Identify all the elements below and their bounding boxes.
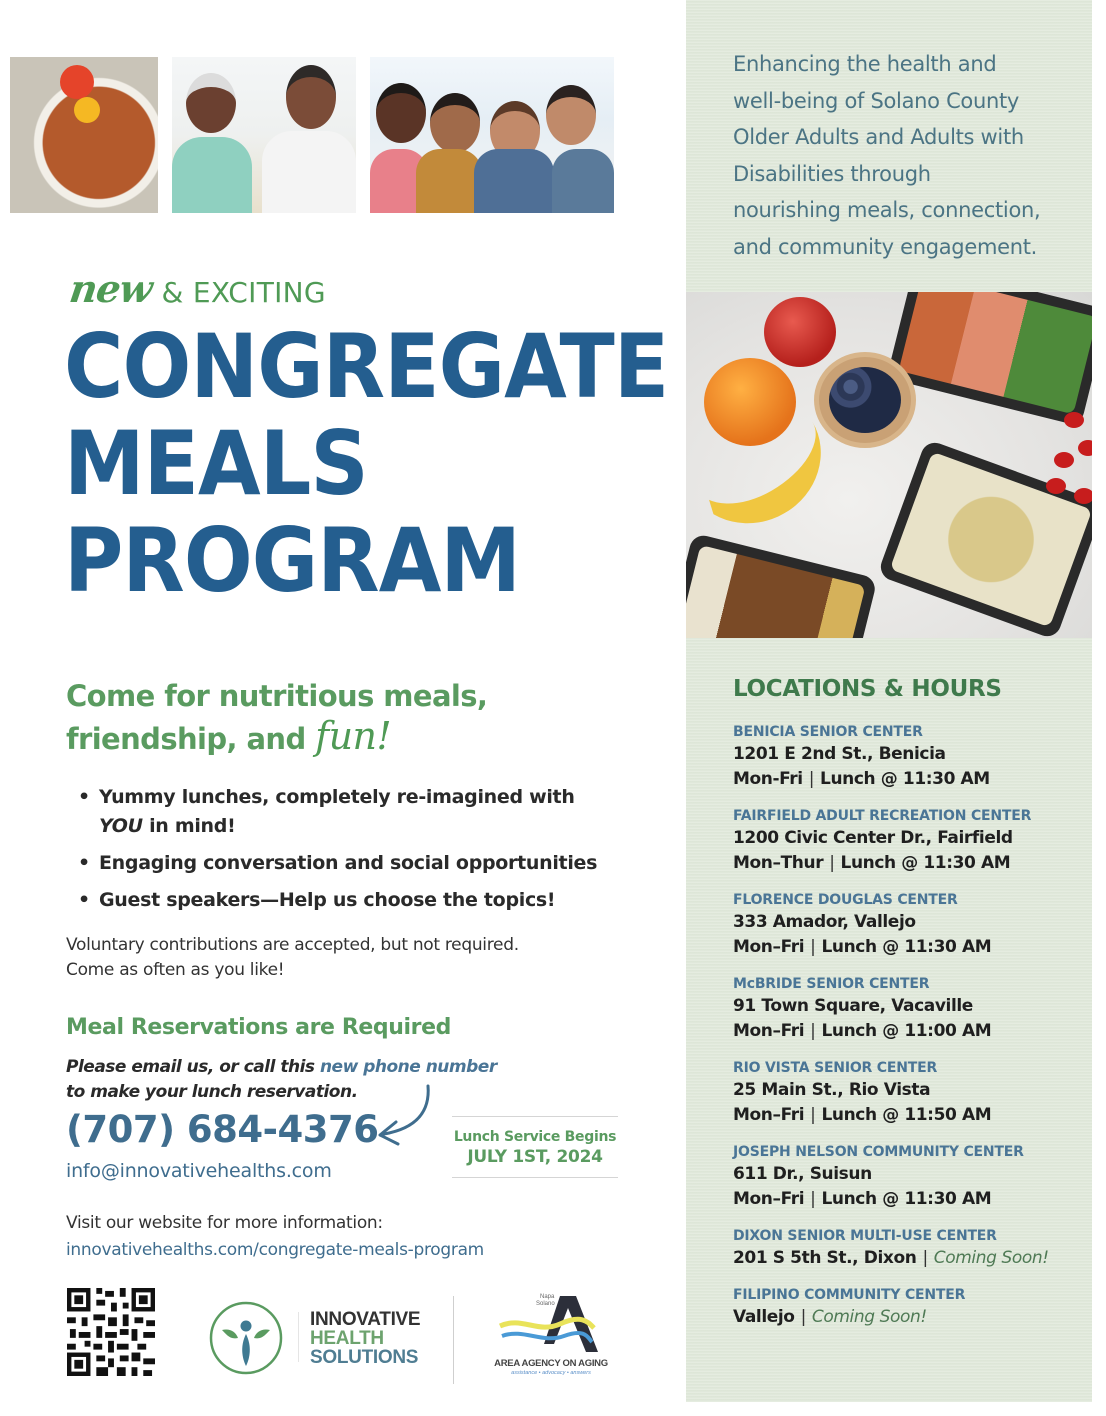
benefits-list — [78, 783, 638, 923]
location-item — [733, 1058, 1083, 1128]
person — [546, 85, 596, 145]
location-name: FLORENCE DOUGLAS CENTER — [733, 892, 958, 908]
location-days: Mon-Fri — [733, 769, 803, 789]
mission-line: and community engagement. — [733, 234, 1038, 259]
location-name: FILIPINO COMMUNITY CENTER — [733, 1287, 966, 1303]
shrimp-tray — [877, 439, 1092, 638]
location-name: McBRIDE SENIOR CENTER — [733, 976, 930, 992]
intro-heading-text: friendship, and — [66, 722, 316, 756]
location-address: 91 Town Square, Vacaville — [733, 996, 973, 1016]
intro-heading — [66, 676, 487, 759]
location-address: 611 Dr., Suisun — [733, 1164, 872, 1184]
location-address-status — [733, 1305, 1083, 1330]
bullet-text: Engaging conversation and social opportunities — [99, 852, 598, 874]
page-title — [64, 315, 669, 612]
location-name: FAIRFIELD ADULT RECREATION CENTER — [733, 808, 1032, 824]
locations-heading: LOCATIONS & HOURS — [733, 676, 1002, 702]
contribution-line: Voluntary contributions are accepted, but not required. — [66, 935, 519, 955]
location-item — [733, 1226, 1083, 1271]
lemon — [74, 97, 100, 123]
title-line: CONGREGATE — [64, 315, 669, 418]
location-days: Mon–Fri — [733, 1189, 805, 1209]
coming-soon-label: Coming Soon! — [933, 1248, 1049, 1268]
bullet-text: Guest speakers—Help us choose the topics! — [99, 889, 556, 911]
location-item — [733, 974, 1083, 1044]
location-address: 1200 Civic Center Dr., Fairfield — [733, 828, 1013, 848]
mission-line: Disabilities through — [733, 161, 931, 186]
salmon-tray — [886, 292, 1092, 426]
qr-code-icon[interactable] — [66, 1288, 156, 1376]
agency-name: AREA AGENCY ON AGING — [494, 1358, 608, 1369]
list-item — [78, 783, 638, 841]
location-hours — [733, 767, 1083, 792]
location-item — [733, 1142, 1083, 1212]
region-label: Solano — [536, 1301, 555, 1307]
wordmark-line: HEALTH — [310, 1328, 384, 1349]
new-phone-highlight: new phone number — [319, 1057, 497, 1077]
location-lunch-time: Lunch @ 11:30 AM — [821, 1189, 992, 1209]
mission-line: Enhancing the health and — [733, 52, 997, 76]
region-label: Napa — [540, 1294, 555, 1300]
logo-divider — [453, 1296, 454, 1384]
couple-dining-photo — [172, 57, 356, 213]
location-item — [733, 890, 1083, 960]
tagline — [66, 266, 326, 311]
tomato — [60, 65, 94, 99]
coming-soon-label: Coming Soon! — [811, 1307, 927, 1327]
bullet-emphasis: YOU — [99, 815, 143, 837]
location-hours — [733, 851, 1083, 876]
agency-tagline: assistance • advocacy • answers — [511, 1370, 591, 1376]
website-link[interactable]: innovativehealths.com/congregate-meals-program — [66, 1240, 484, 1260]
location-hours — [733, 935, 1083, 960]
contribution-note — [66, 933, 519, 983]
location-item — [733, 806, 1083, 876]
location-hours — [733, 1187, 1083, 1212]
mission-line: nourishing meals, connection, — [733, 198, 1041, 222]
tomato — [1078, 440, 1092, 456]
tomato — [1054, 452, 1074, 468]
new-script-word: new — [66, 266, 155, 311]
list-item — [78, 849, 638, 878]
website-info — [66, 1210, 484, 1264]
separator: | — [829, 853, 835, 873]
intro-heading-line: Come for nutritious meals, — [66, 679, 488, 713]
person — [376, 83, 426, 143]
separator: | — [810, 1021, 816, 1041]
apple — [764, 297, 836, 367]
location-address-status — [733, 1246, 1083, 1271]
title-line: MEALS — [64, 412, 368, 515]
person — [416, 149, 482, 213]
location-hours — [733, 1103, 1083, 1128]
separator: | — [810, 1105, 816, 1125]
tomato — [1064, 412, 1084, 428]
location-item — [733, 722, 1083, 792]
location-days: Mon–Thur — [733, 853, 824, 873]
location-address: 1201 E 2nd St., Benicia — [733, 744, 946, 764]
salad-bowl-photo — [10, 57, 158, 213]
food-photo — [686, 292, 1092, 638]
contribution-line: Come as often as you like! — [66, 960, 285, 980]
location-lunch-time: Lunch @ 11:30 AM — [840, 853, 1011, 873]
location-name: RIO VISTA SENIOR CENTER — [733, 1060, 938, 1076]
wordmark-line: INNOVATIVE — [310, 1309, 421, 1330]
list-item — [78, 886, 638, 915]
location-lunch-time: Lunch @ 11:50 AM — [821, 1105, 992, 1125]
innovative-health-solutions-wordmark — [310, 1310, 420, 1367]
reservations-heading: Meal Reservations are Required — [66, 1015, 451, 1040]
exciting-label: & EXCITING — [161, 276, 326, 309]
separator: | — [810, 937, 816, 957]
location-lunch-time: Lunch @ 11:00 AM — [821, 1021, 992, 1041]
innovative-health-logo-icon — [208, 1300, 284, 1376]
location-address: 201 S 5th St., Dixon — [733, 1248, 917, 1268]
visit-text: Visit our website for more information: — [66, 1213, 383, 1233]
tomato — [1046, 478, 1066, 494]
person — [262, 131, 356, 213]
person — [172, 137, 252, 213]
mission-line: Older Adults and Adults with — [733, 125, 1024, 149]
location-name: JOSEPH NELSON COMMUNITY CENTER — [733, 1144, 1024, 1160]
person — [552, 149, 614, 213]
curved-arrow-icon — [370, 1080, 440, 1150]
location-name: BENICIA SENIOR CENTER — [733, 724, 923, 740]
begins-label: Lunch Service Begins — [453, 1129, 617, 1145]
location-lunch-time: Lunch @ 11:30 AM — [821, 937, 992, 957]
lunch-service-begins-box — [452, 1116, 618, 1178]
location-lunch-time: Lunch @ 11:30 AM — [820, 769, 990, 789]
begins-date: JULY 1ST, 2024 — [467, 1147, 603, 1167]
chicken-tray — [686, 533, 878, 638]
instruction-text: Please email us, or call this — [66, 1057, 320, 1077]
title-line: PROGRAM — [64, 509, 521, 612]
email-link[interactable]: info@innovativehealths.com — [66, 1160, 332, 1182]
location-hours — [733, 1019, 1083, 1044]
person — [430, 93, 480, 153]
location-address: 25 Main St., Rio Vista — [733, 1080, 931, 1100]
person — [474, 149, 554, 213]
area-agency-on-aging-logo — [488, 1290, 614, 1380]
fun-script-word: fun! — [315, 714, 392, 758]
person — [286, 65, 336, 129]
mission-statement — [733, 46, 1073, 265]
location-days: Mon–Fri — [733, 937, 805, 957]
intro-heading-line — [66, 716, 487, 759]
bullet-text: in mind! — [142, 815, 236, 837]
separator: | — [922, 1248, 928, 1268]
location-address: Vallejo — [733, 1307, 795, 1327]
wordmark-line: SOLUTIONS — [310, 1347, 419, 1368]
divider — [298, 1312, 299, 1362]
group-of-friends-photo — [370, 57, 614, 213]
location-days: Mon–Fri — [733, 1105, 805, 1125]
separator: | — [800, 1307, 806, 1327]
phone-number-link[interactable]: (707) 684-4376 — [66, 1108, 379, 1151]
locations-list — [733, 722, 1083, 1344]
location-days: Mon–Fri — [733, 1021, 805, 1041]
location-address: 333 Amador, Vallejo — [733, 912, 916, 932]
separator: | — [810, 1189, 816, 1209]
instruction-text: to make your lunch reservation. — [66, 1082, 358, 1102]
separator: | — [808, 769, 815, 789]
location-name: DIXON SENIOR MULTI-USE CENTER — [733, 1228, 997, 1244]
blueberry-bowl — [814, 352, 916, 448]
person — [186, 73, 236, 133]
tomato — [1074, 488, 1092, 504]
location-item — [733, 1285, 1083, 1330]
bullet-text: Yummy lunches, completely re-imagined with — [99, 786, 575, 808]
aaa-a-mark-icon — [498, 1294, 608, 1356]
mission-line: well-being of Solano County — [733, 88, 1020, 113]
